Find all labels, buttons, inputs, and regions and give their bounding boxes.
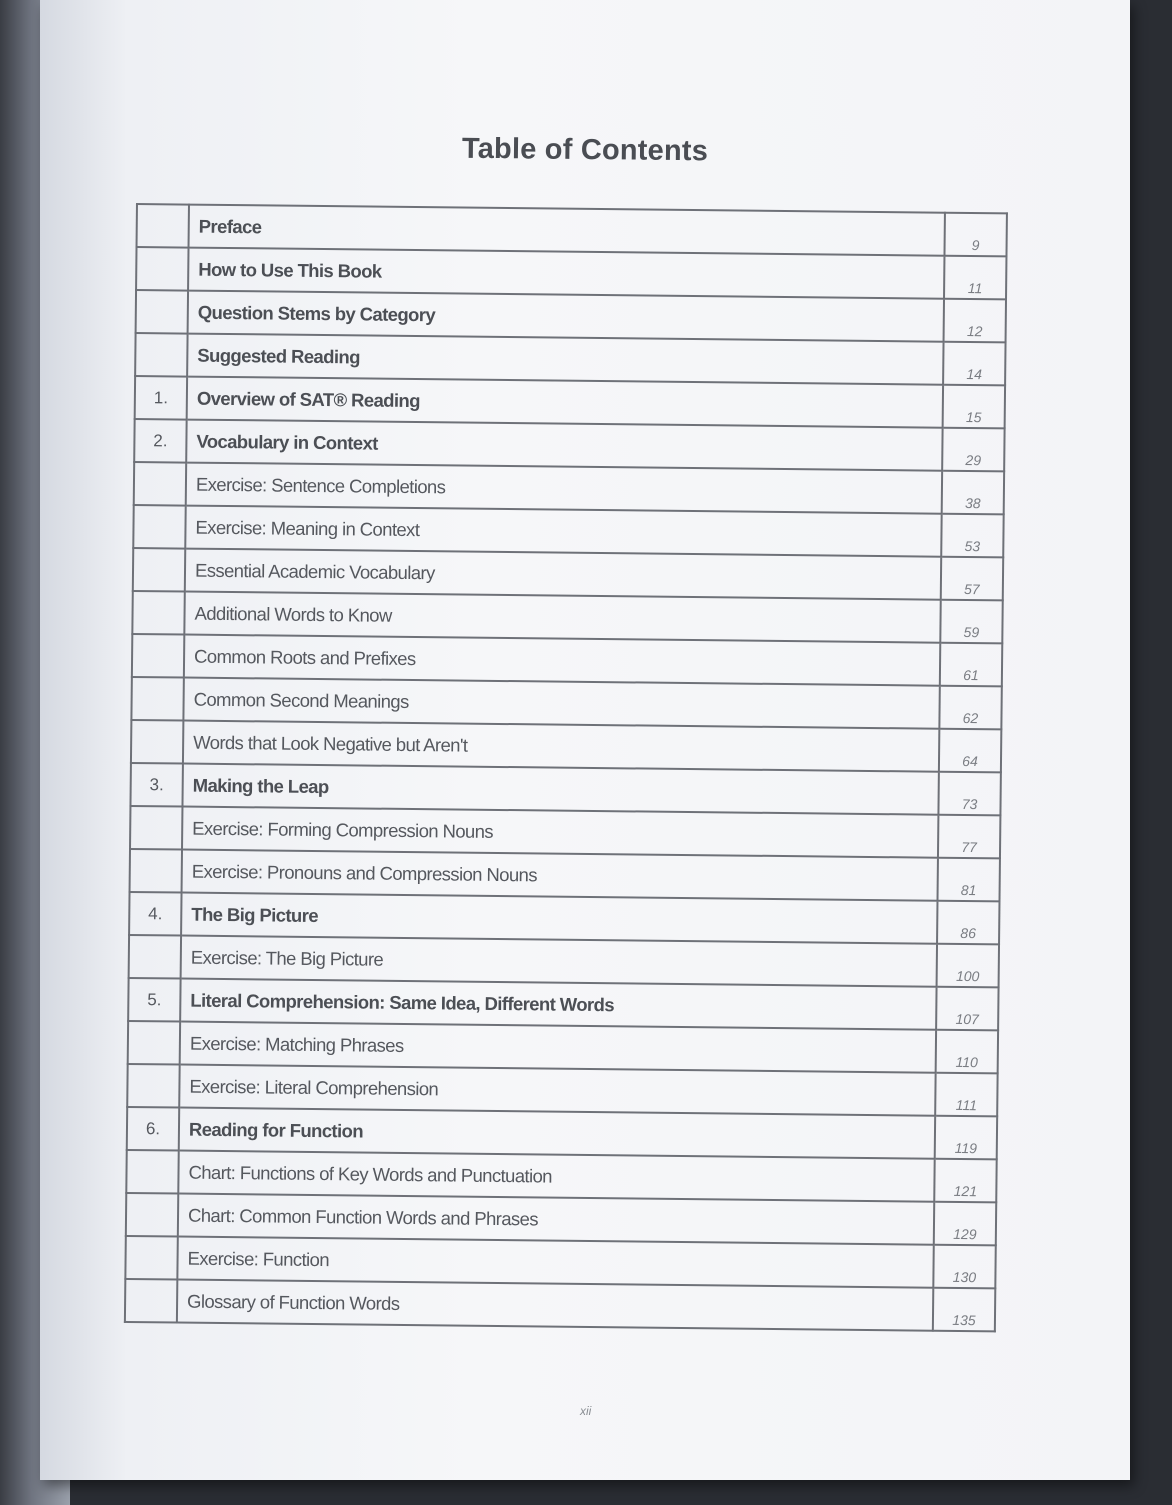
toc-chapter-number — [125, 1279, 177, 1323]
toc-chapter-number — [136, 290, 188, 334]
toc-entry-title: How to Use This Book — [188, 248, 944, 299]
toc-entry-title: Common Second Meanings — [183, 678, 939, 729]
toc-chapter-number: 4. — [129, 892, 181, 936]
toc-entry-title: Exercise: The Big Picture — [181, 936, 937, 987]
toc-page-number: 62 — [939, 686, 1001, 730]
toc-page-number: 61 — [940, 643, 1002, 687]
book-page — [40, 0, 1130, 1480]
toc-page-number: 107 — [936, 987, 998, 1031]
toc-chapter-number: 2. — [134, 419, 186, 463]
toc-page-number: 81 — [937, 858, 999, 902]
toc-chapter-number — [131, 677, 183, 721]
toc-entry-title: Overview of SAT® Reading — [187, 377, 943, 428]
toc-chapter-number: 5. — [128, 978, 180, 1022]
toc-entry-title: Chart: Functions of Key Words and Punctuation — [178, 1151, 934, 1202]
toc-chapter-number — [137, 204, 189, 248]
toc-page-number: 11 — [944, 256, 1006, 300]
toc-entry-title: Glossary of Function Words — [177, 1280, 933, 1331]
toc-page-number: 77 — [938, 815, 1000, 859]
toc-page-number: 135 — [933, 1288, 995, 1332]
toc-page-number: 121 — [934, 1159, 996, 1203]
toc-entry-title: Common Roots and Prefixes — [184, 635, 940, 686]
toc-chapter-number — [126, 1150, 178, 1194]
toc-entry-title: Exercise: Meaning in Context — [185, 506, 941, 557]
toc-page-number: 129 — [934, 1202, 996, 1246]
toc-chapter-number — [128, 1021, 180, 1065]
toc-entry-title: Exercise: Literal Comprehension — [179, 1065, 935, 1116]
toc-chapter-number — [125, 1236, 177, 1280]
toc-entry-title: Exercise: Forming Compression Nouns — [182, 807, 938, 858]
toc-entry-title: Exercise: Matching Phrases — [180, 1022, 936, 1073]
toc-entry-title: Literal Comprehension: Same Idea, Different Words — [180, 979, 936, 1030]
toc-page-number: 12 — [944, 299, 1006, 343]
toc-entry-title: Exercise: Sentence Completions — [186, 463, 942, 514]
toc-chapter-number: 6. — [127, 1107, 179, 1151]
toc-entry-title: Words that Look Negative but Aren't — [183, 721, 939, 772]
toc-page-number: 100 — [937, 944, 999, 988]
toc-chapter-number — [130, 806, 182, 850]
toc-page-number: 59 — [940, 600, 1002, 644]
toc-page-number: 29 — [942, 428, 1004, 472]
toc-chapter-number: 1. — [135, 376, 187, 420]
toc-chapter-number — [134, 462, 186, 506]
toc-entry-title: Making the Leap — [182, 764, 938, 815]
toc-chapter-number — [132, 634, 184, 678]
toc-entry-title: Question Stems by Category — [188, 291, 944, 342]
toc-page-number: 110 — [936, 1030, 998, 1074]
toc-entry-title: Exercise: Pronouns and Compression Nouns — [182, 850, 938, 901]
toc-page-number: 64 — [939, 729, 1001, 773]
toc-page-number: 86 — [937, 901, 999, 945]
toc-entry-title: Additional Words to Know — [184, 592, 940, 643]
toc-page-number: 57 — [941, 557, 1003, 601]
toc-body — [125, 204, 1007, 1331]
toc-chapter-number — [135, 333, 187, 377]
toc-entry-title: Suggested Reading — [187, 334, 943, 385]
toc-chapter-number — [130, 849, 182, 893]
toc-page-number: 130 — [933, 1245, 995, 1289]
toc-page-number: 73 — [938, 772, 1000, 816]
toc-page-number: 111 — [935, 1073, 997, 1117]
toc-entry-title: Preface — [189, 205, 945, 256]
toc-table — [124, 203, 1008, 1332]
toc-page-number: 9 — [944, 213, 1006, 257]
toc-chapter-number — [129, 935, 181, 979]
toc-entry-title: Exercise: Function — [177, 1237, 933, 1288]
toc-page-number: 53 — [941, 514, 1003, 558]
toc-entry-title: Reading for Function — [179, 1108, 935, 1159]
toc-page-number: 38 — [942, 471, 1004, 515]
toc-chapter-number: 3. — [130, 763, 182, 807]
toc-chapter-number — [132, 591, 184, 635]
toc-row — [125, 1279, 995, 1331]
toc-page-number: 119 — [935, 1116, 997, 1160]
page-content — [40, 0, 1130, 1480]
toc-page-number: 14 — [943, 342, 1005, 386]
page-folio: xii — [580, 1404, 592, 1418]
toc-chapter-number — [136, 247, 188, 291]
toc-entry-title: The Big Picture — [181, 893, 937, 944]
toc-chapter-number — [126, 1193, 178, 1237]
toc-chapter-number — [133, 548, 185, 592]
toc-chapter-number — [133, 505, 185, 549]
toc-entry-title: Chart: Common Function Words and Phrases — [178, 1194, 934, 1245]
toc-chapter-number — [127, 1064, 179, 1108]
toc-entry-title: Vocabulary in Context — [186, 420, 942, 471]
toc-chapter-number — [131, 720, 183, 764]
toc-entry-title: Essential Academic Vocabulary — [185, 549, 941, 600]
toc-page-number: 15 — [943, 385, 1005, 429]
page-title: Table of Contents — [461, 132, 709, 168]
